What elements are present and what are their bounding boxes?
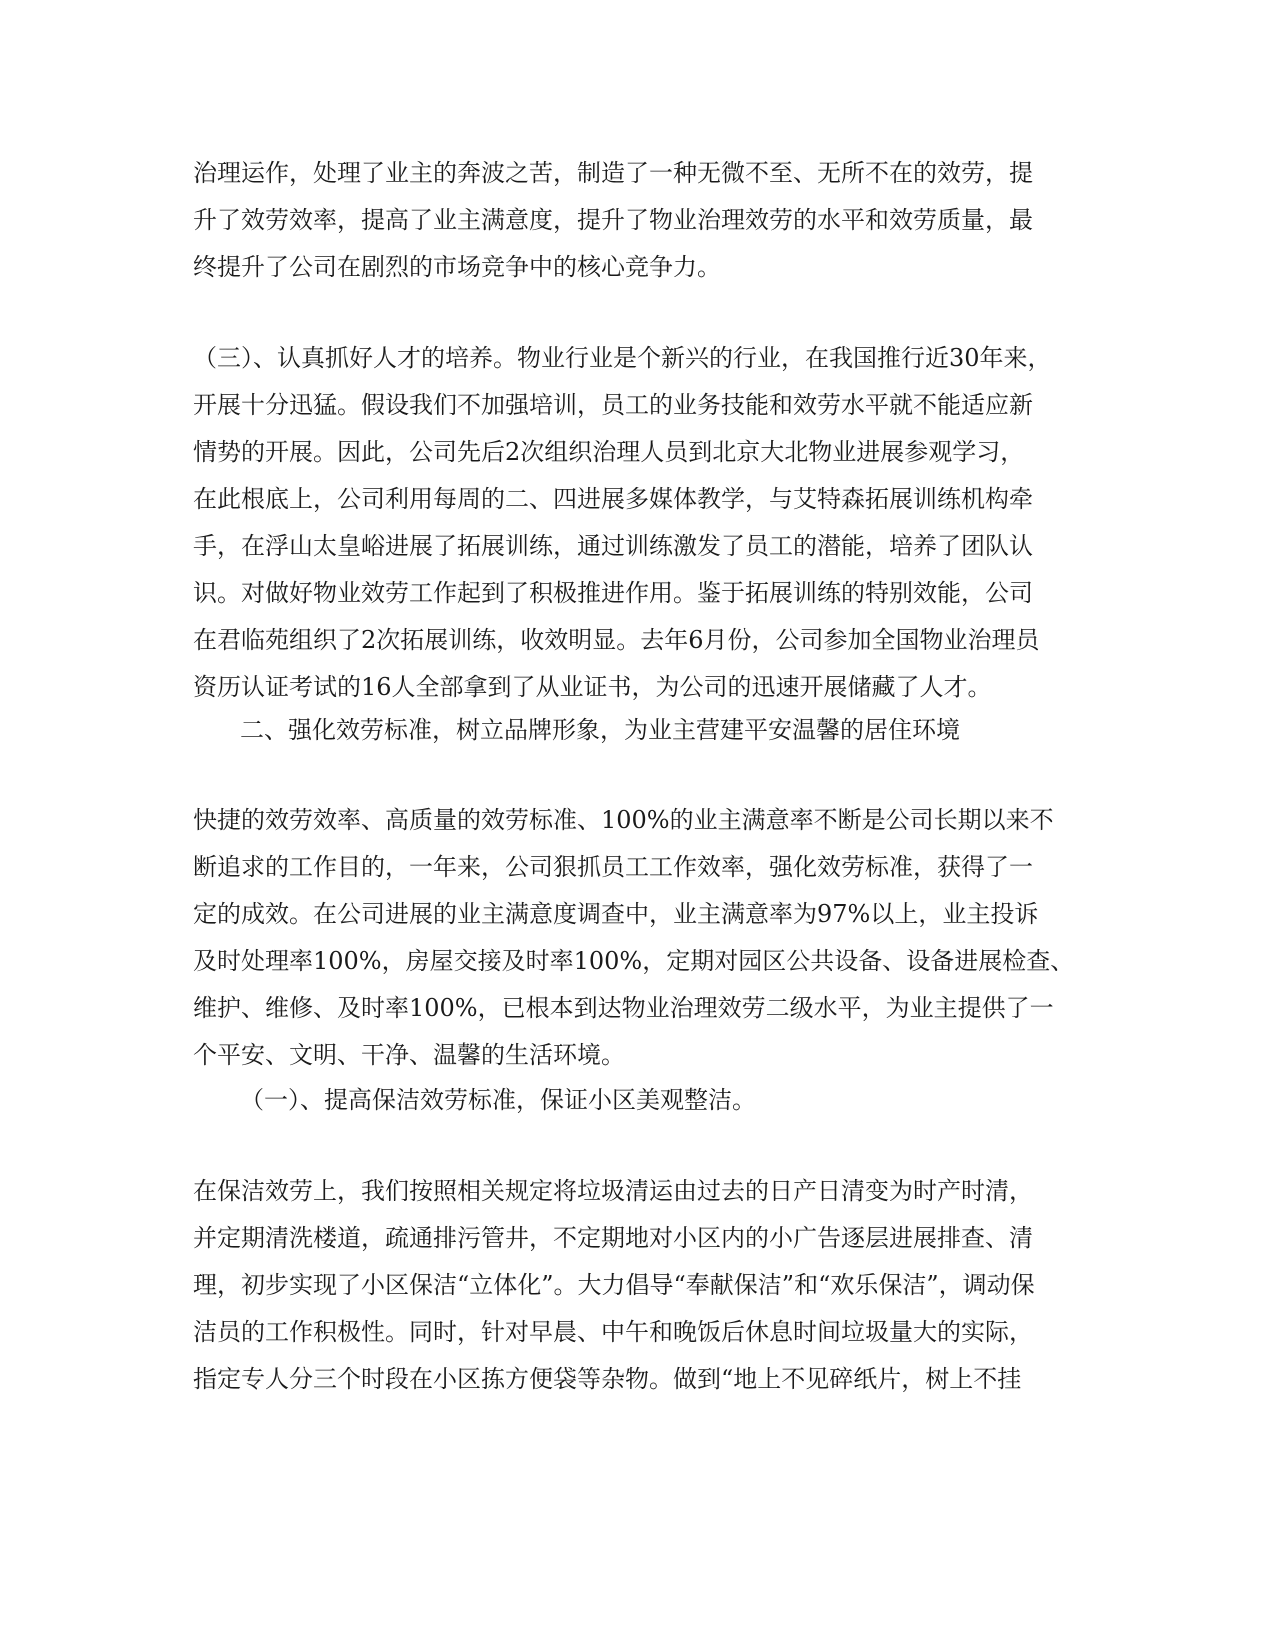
paragraph-line: 手，在浮山太皇峪进展了拓展训练，通过训练激发了员工的潜能，培养了团队认: [193, 532, 1033, 560]
paragraph-line: 终提升了公司在剧烈的市场竞争中的核心竞争力。: [193, 253, 721, 281]
paragraph-line: 指定专人分三个时段在小区拣方便袋等杂物。做到“地上不见碎纸片，树上不挂: [193, 1365, 1022, 1393]
paragraph-line: 资历认证考试的16人全部拿到了从业证书，为公司的迅速开展储藏了人才。: [193, 673, 992, 701]
paragraph-line: 洁员的工作积极性。同时，针对早晨、中午和晚饭后休息时间垃圾量大的实际，: [193, 1318, 1033, 1346]
paragraph-line: 在此根底上，公司利用每周的二、四进展多媒体教学，与艾特森拓展训练机构牵: [193, 485, 1033, 513]
paragraph-line: 升了效劳效率，提高了业主满意度，提升了物业治理效劳的水平和效劳质量，最: [193, 206, 1033, 234]
paragraph-line: 开展十分迅猛。假设我们不加强培训，员工的业务技能和效劳水平就不能适应新: [193, 391, 1033, 419]
paragraph-line: 并定期清洗楼道，疏通排污管井，不定期地对小区内的小广告逐层进展排查、清: [193, 1224, 1033, 1252]
paragraph-line: 及时处理率100%，房屋交接及时率100%，定期对园区公共设备、设备进展检查、: [193, 947, 1075, 975]
paragraph-line: 情势的开展。因此，公司先后2次组织治理人员到北京大北物业进展参观学习，: [193, 438, 1025, 466]
paragraph-line: 维护、维修、及时率100%，已根本到达物业治理效劳二级水平，为业主提供了一: [193, 994, 1054, 1022]
paragraph-line: 在君临苑组织了2次拓展训练，收效明显。去年6月份，公司参加全国物业治理员: [193, 626, 1040, 654]
paragraph-line: 断追求的工作目的，一年来，公司狠抓员工工作效率，强化效劳标准，获得了一: [193, 853, 1033, 881]
paragraph-line: 个平安、文明、干净、温馨的生活环境。: [193, 1041, 625, 1069]
paragraph-line: 识。对做好物业效劳工作起到了积极推进作用。鉴于拓展训练的特别效能，公司: [193, 579, 1033, 607]
paragraph-line: 定的成效。在公司进展的业主满意度调查中，业主满意率为97%以上，业主投诉: [193, 900, 1039, 928]
paragraph-line: 快捷的效劳效率、高质量的效劳标准、100%的业主满意率不断是公司长期以来不: [193, 806, 1054, 834]
subsection-heading: （一）、提高保洁效劳标准，保证小区美观整洁。: [240, 1086, 756, 1114]
paragraph-line: 治理运作，处理了业主的奔波之苦，制造了一种无微不至、无所不在的效劳，提: [193, 159, 1033, 187]
paragraph-line: （三）、认真抓好人才的培养。物业行业是个新兴的行业，在我国推行近30年来，: [193, 344, 1052, 372]
section-heading: 二、强化效劳标准，树立品牌形象，为业主营建平安温馨的居住环境: [240, 716, 960, 744]
paragraph-line: 在保洁效劳上，我们按照相关规定将垃圾清运由过去的日产日清变为时产时清，: [193, 1177, 1033, 1205]
paragraph-line: 理，初步实现了小区保洁“立体化”。大力倡导“奉献保洁”和“欢乐保洁”，调动保: [193, 1271, 1035, 1299]
